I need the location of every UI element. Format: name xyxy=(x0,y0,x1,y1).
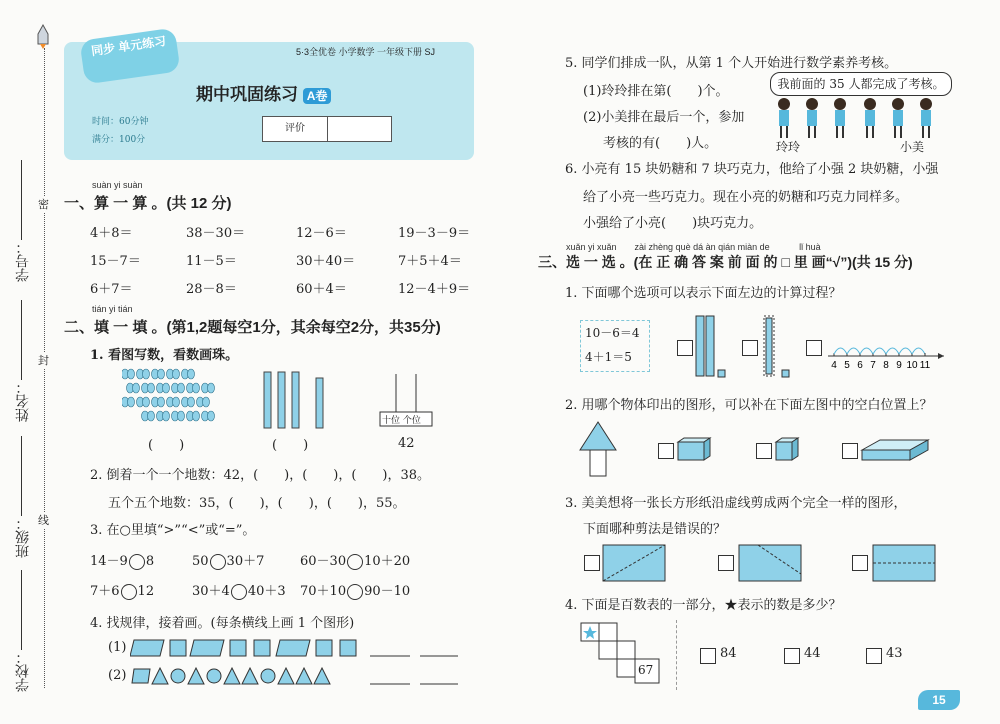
calc-item[interactable]: 30＋40＝ xyxy=(296,254,356,269)
butterfly-icon xyxy=(127,383,140,393)
child-icon xyxy=(864,98,876,138)
pattern-2-shapes xyxy=(130,666,460,686)
tick-label: 9 xyxy=(896,360,902,370)
butterfly-icon xyxy=(202,411,215,421)
q1-option-c-checkbox[interactable] xyxy=(806,340,822,356)
calc-item[interactable]: 6＋7＝ xyxy=(90,282,133,297)
q6a: 6. 小亮有 15 块奶糖和 7 块巧克力，他给了小强 2 块奶糖，小强 xyxy=(565,162,939,177)
butterfly-icon xyxy=(182,369,195,379)
divider xyxy=(676,620,677,690)
butterfly-icon xyxy=(202,383,215,393)
s2-title: 二、填 一 填 。(第1,2题每空1分，其余每空2分，共35分) xyxy=(64,319,441,336)
butterfly-icon xyxy=(137,369,150,379)
butterfly-icon xyxy=(152,369,165,379)
s1-pinyin: suàn yi suàn xyxy=(92,180,143,190)
answer-paren-1[interactable]: ( ) xyxy=(148,438,185,453)
compare-item[interactable]: 7＋6 12 xyxy=(90,584,155,599)
q1-option-b-image xyxy=(760,314,796,378)
class-field[interactable]: 班级： xyxy=(12,436,32,558)
q5b: (2)小美排在最后一个，参加 xyxy=(583,110,745,125)
tick-label: 11 xyxy=(919,360,931,370)
q1-option-b-checkbox[interactable] xyxy=(742,340,758,356)
butterfly-icon xyxy=(167,397,180,407)
q1-number-line xyxy=(826,330,946,370)
name-field[interactable]: 姓名： xyxy=(12,300,32,422)
q5c[interactable]: 考核的有( )人。 xyxy=(603,136,718,151)
q3-option-c-checkbox[interactable] xyxy=(852,555,868,571)
s3-title: 三、选 一 选 。(在 正 确 答 案 前 面 的 □ 里 画“√”)(共 15 分) xyxy=(538,254,913,270)
ten-rods-image xyxy=(262,370,328,430)
butterfly-icon xyxy=(187,383,200,393)
butterfly-icon xyxy=(157,383,170,393)
q1-option-a-image xyxy=(694,314,726,378)
calc-item[interactable]: 38－30＝ xyxy=(186,226,246,241)
q4-option-a-label: 84 xyxy=(720,646,737,661)
butterfly-icon xyxy=(122,369,135,379)
page-title: 期中巩固练习 A卷 xyxy=(196,80,331,105)
butterfly-icon xyxy=(172,411,185,421)
tick-label: 5 xyxy=(844,360,850,370)
answer-paren-2[interactable]: ( ) xyxy=(272,438,309,453)
compare-item[interactable]: 14－9 8 xyxy=(90,554,155,569)
q2-option-c-image xyxy=(860,438,930,462)
q2-option-a-image xyxy=(676,436,712,462)
q2-option-b-checkbox[interactable] xyxy=(756,443,772,459)
lingling-label: 玲玲 xyxy=(776,140,801,154)
tick-label: 8 xyxy=(883,360,889,370)
calc-item[interactable]: 12－6＝ xyxy=(296,226,347,241)
student-id-field[interactable]: 学号： xyxy=(12,160,32,282)
title-tag: A卷 xyxy=(303,88,332,104)
butterfly-icon xyxy=(197,397,210,407)
butterfly-icon xyxy=(187,411,200,421)
compare-circle xyxy=(231,584,247,600)
unit-badge: 同步 单元练习 xyxy=(79,28,180,85)
cell-67-label: 67 xyxy=(638,663,654,677)
q2-option-a-checkbox[interactable] xyxy=(658,443,674,459)
compare-item[interactable]: 60－30 10＋20 xyxy=(300,554,411,569)
calc-item[interactable]: 19－3－9＝ xyxy=(398,226,471,241)
q3-option-c-image xyxy=(872,544,936,582)
child-icon xyxy=(920,98,932,138)
q3-option-b-checkbox[interactable] xyxy=(718,555,734,571)
child-icon xyxy=(806,98,818,138)
q3-option-a-checkbox[interactable] xyxy=(584,555,600,571)
s2-q2b: 五个五个地数：35，( )，( )，( )，55。 xyxy=(108,496,406,511)
compare-item[interactable]: 30＋4 40＋3 xyxy=(192,584,286,599)
butterfly-icon xyxy=(157,411,170,421)
compare-item[interactable]: 50 30＋7 xyxy=(192,554,265,569)
equation-box: 10－6＝4 4＋1＝5 xyxy=(580,320,650,372)
s2-q1: 1. 看图写数，看数画珠。 xyxy=(90,348,239,363)
s2-pinyin: tián yi tián xyxy=(92,304,133,314)
compare-circle xyxy=(129,554,145,570)
pattern-1-label: (1) xyxy=(108,640,127,655)
rocket-icon xyxy=(36,24,50,50)
pattern-1-shapes xyxy=(130,638,460,658)
compare-circle xyxy=(210,554,226,570)
butterfly-icon xyxy=(152,397,165,407)
compare-circle xyxy=(347,584,363,600)
s1-title: 一、算 一 算 。(共 12 分) xyxy=(64,195,232,212)
s3-q4: 4. 下面是百数表的一部分，★表示的数是多少？ xyxy=(565,598,842,613)
s3-pinyin: xuǎn yi xuǎn zài zhèng què dá àn qián miàn de lǐ huà xyxy=(566,242,821,252)
calc-item[interactable]: 7＋5＋4＝ xyxy=(398,254,462,269)
q5: 5. 同学们排成一队，从第 1 个人开始进行数学素养考核。 xyxy=(565,56,898,71)
butterfly-icon xyxy=(167,369,180,379)
abacus-label: 十位 个位 xyxy=(382,416,421,426)
butterfly-icon xyxy=(137,397,150,407)
q6c[interactable]: 小强给了小亮( )块巧克力。 xyxy=(583,216,763,231)
full-score: 满分：100分 xyxy=(92,135,146,145)
s3-q3b: 下面哪种剪法是错误的？ xyxy=(583,522,727,537)
school-field[interactable]: 学校： xyxy=(12,570,32,692)
q4-option-c-label: 43 xyxy=(886,646,903,661)
compare-item[interactable]: 70＋10 90－10 xyxy=(300,584,411,599)
margin-xian: 线 xyxy=(38,514,49,527)
q4-option-b-checkbox[interactable] xyxy=(784,648,800,664)
butterfly-icon xyxy=(142,383,155,393)
q4-option-b-label: 44 xyxy=(804,646,821,661)
calc-item[interactable]: 4＋8＝ xyxy=(90,226,133,241)
tick-label: 10 xyxy=(906,360,918,370)
s2-q3: 3. 在○里填“>”“<”或“=”。 xyxy=(90,523,256,538)
q5a[interactable]: (1)玲玲排在第( )个。 xyxy=(583,84,729,99)
evaluation-box[interactable]: 评价 xyxy=(262,116,392,142)
q4-option-c-checkbox[interactable] xyxy=(866,648,882,664)
tick-label: 4 xyxy=(831,360,837,370)
tick-label: 7 xyxy=(870,360,876,370)
calc-item[interactable]: 60＋4＝ xyxy=(296,282,347,297)
child-icon xyxy=(834,98,846,138)
arrow-shape-image xyxy=(578,420,618,480)
q3-option-b-image xyxy=(738,544,802,582)
speech-bubble: 我前面的 35 人都完成了考核。 xyxy=(770,72,952,96)
calc-item[interactable]: 28－8＝ xyxy=(186,282,237,297)
compare-circle xyxy=(347,554,363,570)
margin-feng: 封 xyxy=(38,354,49,367)
q1-option-a-checkbox[interactable] xyxy=(677,340,693,356)
butterfly-icon xyxy=(122,397,135,407)
s2-q4: 4. 找规律，接着画。(每条横线上画 1 个图形) xyxy=(90,616,355,631)
compare-circle xyxy=(121,584,137,600)
margin-mi: 密 xyxy=(38,198,49,211)
page-number: 15 xyxy=(918,690,960,710)
time-limit: 时间：60分钟 xyxy=(92,117,149,127)
s3-q2: 2. 用哪个物体印出的图形，可以补在下面左图中的空白位置上？ xyxy=(565,398,933,413)
butterfly-icon xyxy=(182,397,195,407)
xiaomei-label: 小美 xyxy=(900,140,925,154)
q4-option-a-checkbox[interactable] xyxy=(700,648,716,664)
tick-label: 6 xyxy=(857,360,863,370)
pattern-2-label: (2) xyxy=(108,668,127,683)
abacus-number: 42 xyxy=(398,436,415,451)
s3-q1: 1. 下面哪个选项可以表示下面左边的计算过程？ xyxy=(565,286,842,301)
butterfly-icon xyxy=(142,411,155,421)
butterfly-icon xyxy=(172,383,185,393)
q2-option-b-image xyxy=(774,436,800,462)
queue-children-image xyxy=(772,96,952,142)
cut-line xyxy=(44,48,45,688)
series-label: 5·3全优卷 小学数学 一年级下册 SJ xyxy=(296,47,436,57)
s2-q2a: 2. 倒着一个一个地数：42，( )，( )，( )，38。 xyxy=(90,468,431,483)
child-icon xyxy=(892,98,904,138)
calc-item[interactable]: 15－7＝ xyxy=(90,254,141,269)
s3-q3a: 3. 美美想将一张长方形纸沿虚线剪成两个完全一样的图形， xyxy=(565,496,907,511)
q3-option-a-image xyxy=(602,544,666,582)
calc-item[interactable]: 11－5＝ xyxy=(186,254,237,269)
q6b: 给了小亮一些巧克力。现在小亮的奶糖和巧克力同样多。 xyxy=(583,190,909,205)
calc-item[interactable]: 12－4＋9＝ xyxy=(398,282,471,297)
butterflies-image xyxy=(122,368,218,428)
q2-option-c-checkbox[interactable] xyxy=(842,443,858,459)
child-icon xyxy=(778,98,790,138)
